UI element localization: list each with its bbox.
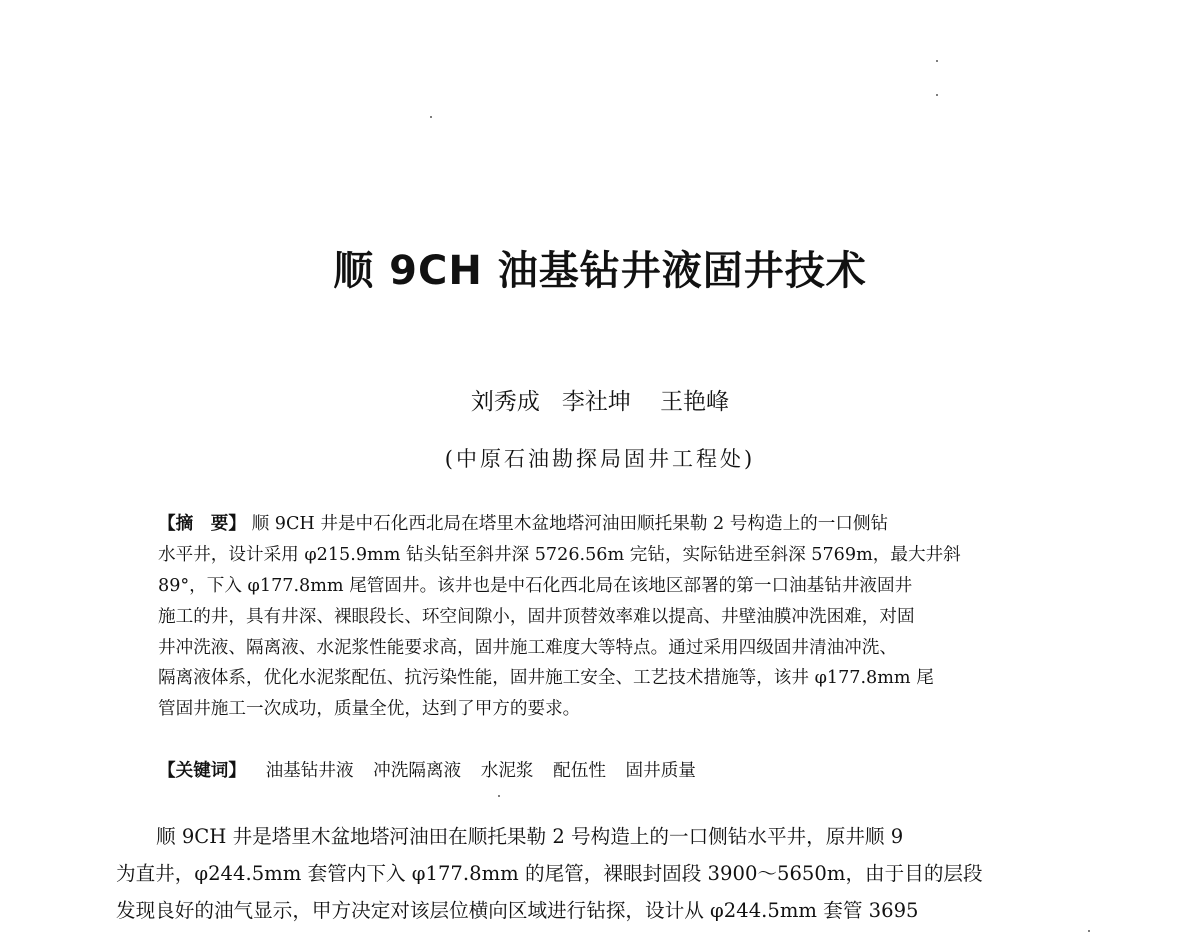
abstract-line: 施工的井，具有井深、裸眼段长、环空间隙小，固井顶替效率难以提高、井壁油膜冲洗困难，对固: [158, 606, 915, 627]
abstract: [158, 509, 1038, 725]
paper-title: 顺 9CH 油基钻井液固井技术: [333, 248, 867, 294]
scan-speck: [430, 116, 432, 118]
abstract-text: 顺 9CH 井是中石化西北局在塔里木盆地塔河油田顺托果勒 2 号构造上的一口侧钻: [251, 514, 889, 534]
abstract-line: 管固井施工一次成功，质量全优，达到了甲方的要求。: [158, 699, 581, 720]
keyword: 水泥浆: [480, 761, 534, 781]
abstract-line: 井冲洗液、隔离液、水泥浆性能要求高，固井施工难度大等特点。通过采用四级固井清油冲洗、: [158, 637, 897, 658]
abstract-line: 89°，下入 φ177.8mm 尾管固井。该井也是中石化西北局在该地区部署的第一口油基钻井液固井: [158, 575, 913, 596]
body-text: [116, 818, 1086, 929]
keyword: 油基钻井液: [265, 761, 354, 781]
affiliation: (中原石油勘探局固井工程处): [444, 447, 756, 471]
keyword: 配伍性: [553, 761, 606, 781]
scan-speck: [1088, 930, 1090, 932]
keyword: 固井质量: [625, 761, 696, 781]
abstract-line: [158, 509, 1038, 540]
abstract-label: 【摘 要】: [158, 514, 246, 534]
keywords: [158, 756, 1058, 786]
abstract-line: 隔离液体系，优化水泥浆配伍、抗污染性能，固井施工安全、工艺技术措施等，该井 φ177.8mm 尾: [158, 668, 934, 689]
scan-speck: [936, 94, 938, 96]
scan-speck: [936, 60, 938, 62]
body-line: 顺 9CH 井是塔里木盆地塔河油田在顺托果勒 2 号构造上的一口侧钻水平井，原井顺 9: [156, 825, 904, 848]
scan-speck: [498, 795, 500, 797]
body-line: 为直井，φ244.5mm 套管内下入 φ177.8mm 的尾管，裸眼封固段 3900～5650m，由于目的层段: [116, 862, 983, 885]
keyword: 冲洗隔离液: [373, 761, 462, 781]
abstract-line: 水平井，设计采用 φ215.9mm 钻头钻至斜井深 5726.56m 完钻，实际钻进至斜深 5769m，最大井斜: [158, 544, 961, 565]
author-list: 刘秀成 李社坤 王艳峰: [470, 389, 730, 415]
keywords-label: 【关键词】: [158, 761, 246, 781]
body-line: 发现良好的油气显示，甲方决定对该层位横向区域进行钻探，设计从 φ244.5mm 套管 3695: [116, 899, 919, 922]
